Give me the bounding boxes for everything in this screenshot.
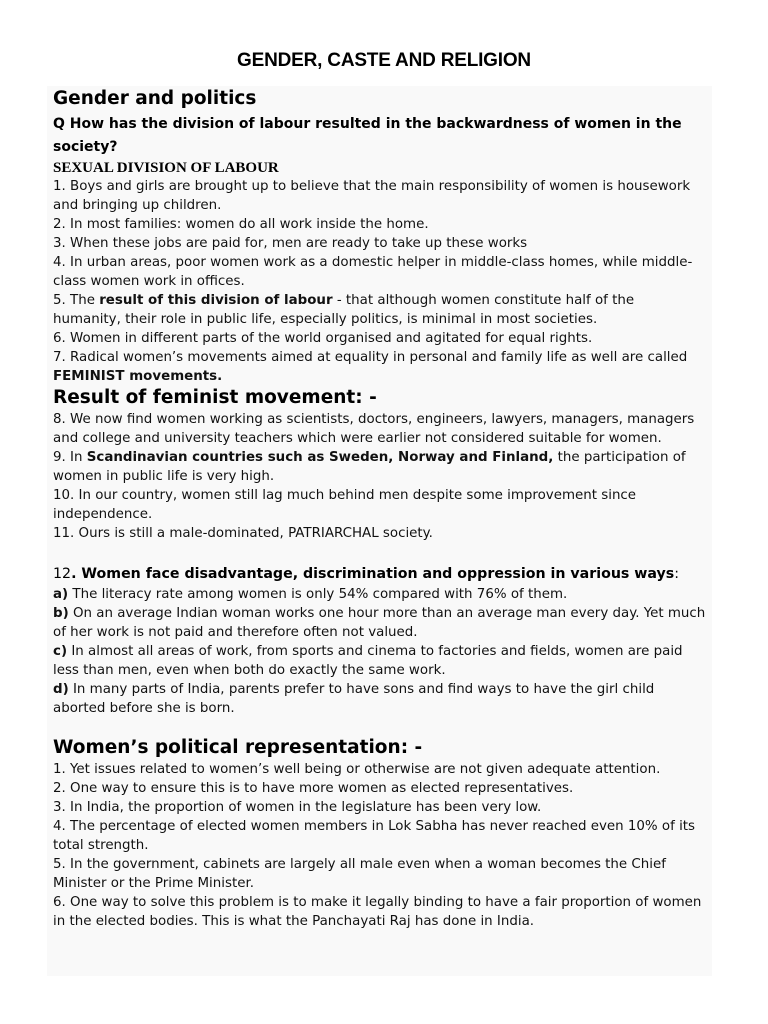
sub-item-label: b) — [53, 605, 69, 621]
sub-item-text: In almost all areas of work, from sports and cinema to factories and fields, women are paid less than men, even when both do exactly the same work. — [53, 643, 683, 678]
list-item: 2. One way to ensure this is to have more women as elected representatives. — [53, 780, 574, 796]
list-item-12 — [53, 564, 706, 585]
item-suffix: the participation of women in public life is very high. — [53, 450, 686, 484]
document-body — [47, 86, 712, 976]
list-item: 4. In urban areas, poor women work as a domestic helper in middle-class homes, while middle-class women work in offices. — [53, 255, 693, 289]
list-item: 8. We now find women working as scientists, doctors, engineers, lawyers, managers, managers and college and university teachers which were earlier not considered suitable for women. — [53, 412, 695, 446]
sub-item-label: c) — [53, 643, 68, 659]
document-title: GENDER, CASTE AND RELIGION — [237, 50, 531, 71]
list-item: 4. The percentage of elected women members in Lok Sabha has never reached even 10% of its total strength. — [53, 818, 696, 853]
subheading-sexual-division: SEXUAL DIVISION OF LABOUR — [53, 160, 279, 176]
list-item: 11. Ours is still a male-dominated, PATRIARCHAL society. — [53, 526, 433, 541]
sub-item — [53, 604, 706, 642]
item-bold-text: result of this division of labour — [99, 293, 333, 308]
section-heading-political-representation: Women’s political representation: - — [53, 736, 423, 758]
list-item: 7. Radical women’s movements aimed at equality in personal and family life as well are called — [53, 350, 688, 365]
list-item: 2. In most families: women do all work inside the home. — [53, 217, 429, 232]
feminist-movements-label: FEMINIST movements. — [53, 369, 223, 384]
list-item: 6. One way to solve this problem is to make it legally binding to have a fair proportion of women in the elected bodies. This is what the Panchayati Raj has done in India. — [53, 894, 702, 929]
sub-item — [53, 585, 706, 604]
section-heading-gender-politics: Gender and politics — [53, 88, 257, 109]
sub-item-label: d) — [53, 681, 69, 697]
list-item: 5. In the government, cabinets are largely all male even when a woman becomes the Chief Minister or the Prime Minister. — [53, 856, 666, 891]
list-item: 3. When these jobs are paid for, men are ready to take up these works — [53, 236, 528, 251]
item-suffix: - that although women constitute half of the humanity, their role in public life, especially politics, is minimal in most societies. — [53, 293, 635, 327]
list-item: 6. Women in different parts of the world organised and agitated for equal rights. — [53, 331, 593, 346]
list-item: 10. In our country, women still lag much behind men despite some improvement since independence. — [53, 488, 637, 522]
item-suffix: : — [674, 566, 680, 582]
list-item: 3. In India, the proportion of women in the legislature has been very low. — [53, 799, 542, 815]
sub-item-text: The literacy rate among women is only 54% compared with 76% of them. — [68, 586, 568, 602]
sub-item — [53, 642, 706, 680]
list-item: 1. Yet issues related to women’s well being or otherwise are not given adequate attention. — [53, 761, 661, 777]
question: Q How has the division of labour resulted in the backwardness of women in the society? — [53, 116, 682, 155]
sub-item — [53, 680, 706, 718]
sub-item-text: In many parts of India, parents prefer to have sons and find ways to have the girl child aborted before she is born. — [53, 681, 655, 716]
sub-item-label: a) — [53, 586, 69, 602]
item-prefix: 5. The — [53, 293, 100, 308]
list-item: 1. Boys and girls are brought up to believe that the main responsibility of women is housework and bringing up children. — [53, 179, 691, 213]
list-item — [53, 291, 706, 329]
item-bold-text: Scandinavian countries such as Sweden, Norway and Finland, — [86, 450, 554, 465]
section-heading-feminist-result: Result of feminist movement: - — [53, 387, 377, 408]
item-prefix: 9. In — [53, 450, 87, 465]
item-number: 12 — [53, 566, 72, 582]
sub-item-text: On an average Indian woman works one hour more than an average man every day. Yet much of her work is not paid and therefore often not valued. — [53, 605, 706, 640]
list-item — [53, 448, 706, 486]
item-bold-text: . Women face disadvantage, discrimination and oppression in various ways — [71, 566, 675, 582]
